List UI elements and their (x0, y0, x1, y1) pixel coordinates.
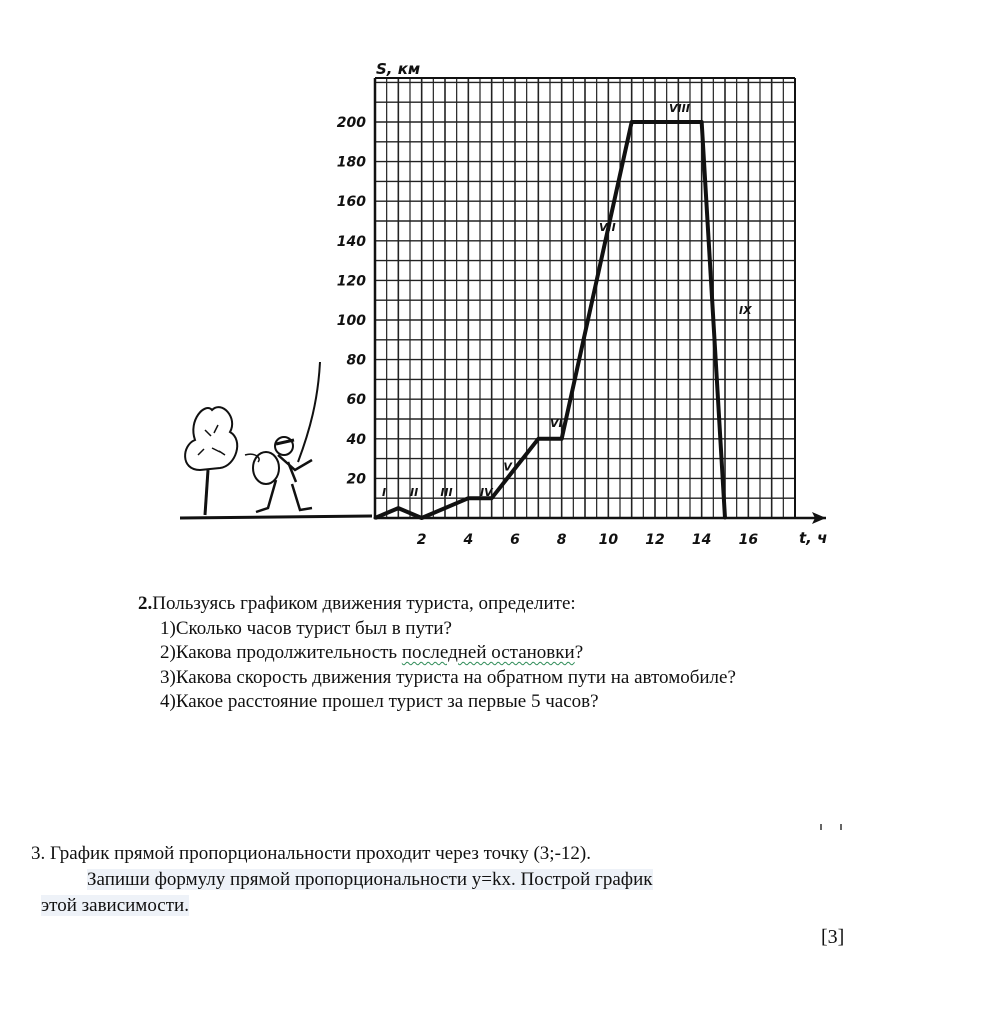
question-2-item (160, 617, 736, 642)
segment-label: IV (480, 486, 493, 500)
x-tick-label: 6 (510, 532, 520, 548)
hiker-illustration (180, 362, 372, 518)
item-number: 2) (160, 642, 176, 663)
corner-mark (820, 822, 842, 832)
score-badge: [3] (821, 926, 845, 948)
question-3 (31, 841, 653, 919)
segment-label: VII (599, 220, 616, 234)
question-2-number: 2. (138, 593, 153, 614)
item-text: Какова скорость движения туриста на обратном пути на автомобиле? (175, 666, 736, 688)
item-text-underlined: последней остановки (401, 642, 575, 663)
x-tick-label: 2 (416, 532, 427, 548)
item-number: 1) (160, 617, 176, 639)
segment-label: II (410, 486, 419, 500)
data-point (630, 121, 633, 124)
tick-labels (337, 115, 759, 548)
y-tick-label: 120 (336, 273, 366, 290)
x-tick-label: 14 (691, 532, 712, 548)
question-2-item (160, 666, 736, 691)
data-point (560, 437, 563, 440)
data-point (700, 121, 703, 124)
segment-label: VIII (669, 102, 690, 116)
chart-axes (375, 78, 826, 524)
data-point (537, 437, 540, 440)
y-tick-label: 200 (336, 115, 366, 131)
x-tick-label: 12 (645, 532, 665, 548)
data-point (397, 507, 400, 510)
question-2-intro (138, 592, 736, 617)
question-3-line-3: этой зависимости. (41, 895, 189, 916)
segment-label: V (503, 460, 512, 474)
item-text: Какова продолжительность (175, 642, 402, 663)
y-tick-label: 60 (346, 392, 366, 409)
item-text: Сколько часов турист был в пути? (175, 617, 452, 639)
y-tick-label: 100 (336, 313, 366, 329)
data-point (724, 517, 727, 520)
y-tick-label: 180 (336, 154, 366, 171)
question-2-item (160, 690, 736, 715)
item-text: Какое расстояние прошел турист за первые 5 часов? (175, 691, 599, 712)
segment-label: III (440, 486, 453, 500)
y-tick-label: 40 (346, 431, 366, 448)
item-number: 4) (160, 691, 176, 712)
y-tick-label: 80 (346, 352, 366, 369)
data-point (420, 517, 423, 520)
data-point (374, 517, 377, 520)
y-axis-label: S, км (376, 60, 421, 78)
x-tick-label: 10 (598, 532, 619, 548)
y-tick-label: 160 (336, 194, 366, 211)
item-text-end: ? (574, 642, 584, 663)
segment-label: IX (739, 304, 752, 318)
x-tick-label: 4 (463, 532, 474, 548)
segment-label: I (382, 486, 387, 500)
x-tick-label: 16 (738, 532, 759, 548)
segment-label: VI (550, 416, 563, 430)
x-tick-label: 8 (556, 532, 567, 548)
x-axis-label: t, ч (799, 529, 828, 547)
question-2 (138, 592, 736, 715)
item-number: 3) (160, 666, 176, 688)
chart-grid (375, 78, 795, 518)
question-2-item (160, 641, 736, 666)
y-tick-label: 20 (346, 471, 366, 488)
data-point (467, 497, 470, 500)
question-3-line-1: 3. График прямой пропорциональности проходит через точку (3;-12). (31, 843, 591, 864)
question-2-intro-text: Пользуясь графиком движения туриста, определите: (152, 593, 576, 614)
question-3-line-2: Запиши формулу прямой пропорциональности y=kx. Построй график (87, 869, 653, 890)
y-tick-label: 140 (336, 233, 366, 250)
